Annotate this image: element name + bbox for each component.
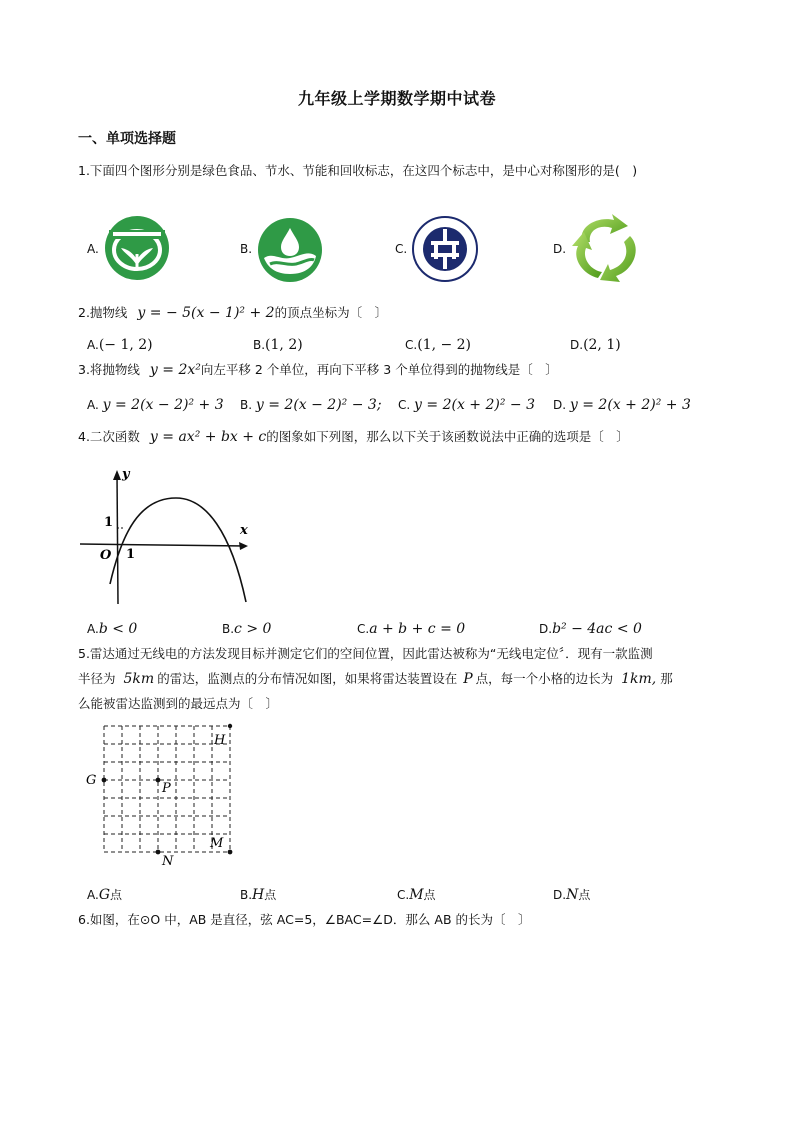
x-tick-label: 1 — [126, 547, 136, 562]
origin-label: O — [100, 548, 112, 563]
label-m: M — [210, 836, 224, 851]
q1-option-b-label: B. — [240, 242, 253, 256]
q2-prefix: 2.抛物线 — [78, 305, 128, 320]
q1-option-a-label: A. — [87, 242, 99, 256]
point-n-dot — [156, 850, 161, 855]
q2-option-b[interactable]: B.(1, 2) — [253, 337, 303, 353]
q4-parabola-graph — [76, 462, 256, 610]
question-5-line-1: 5.雷达通过无线电的方法发现目标并测定它们的空间位置，因此雷达被称为“无线电定位〞．现有一款监测 — [78, 646, 653, 661]
q5-option-b[interactable]: B.H点 — [240, 887, 277, 903]
label-n: N — [162, 854, 174, 869]
q2-formula: y = − 5(x − 1)² + 2 — [137, 305, 275, 321]
q4-option-b[interactable]: B.c > 0 — [222, 621, 272, 637]
q5-option-a[interactable]: A.G点 — [87, 887, 123, 903]
water-saving-logo-icon — [256, 216, 324, 284]
q3-formula: y = 2x² — [149, 362, 201, 378]
q3-option-a[interactable]: A. y = 2(x − 2)² + 3 — [87, 397, 224, 413]
question-1: 1.下面四个图形分别是绿色食品、节水、节能和回收标志，在这四个标志中，是中心对称图形的是( ) — [78, 163, 638, 178]
q5-radar-grid — [82, 716, 258, 876]
x-axis-arrow — [239, 542, 248, 550]
x-axis — [80, 544, 246, 546]
q2-option-d[interactable]: D.(2, 1) — [570, 337, 621, 353]
q4-option-c[interactable]: C.a + b + c = 0 — [357, 621, 466, 637]
q3-option-c[interactable]: C. y = 2(x + 2)² − 3 — [398, 397, 535, 413]
question-2 — [78, 304, 387, 322]
q4-suffix: 的图象如下列图，那么以下关于该函数说法中正确的选项是〔 〕 — [266, 429, 629, 444]
q2-suffix: 的顶点坐标为〔 〕 — [274, 305, 388, 320]
x-axis-label: x — [240, 523, 248, 538]
q3-prefix: 3.将抛物线 — [78, 362, 140, 377]
q4-formula: y = ax² + bx + c — [149, 429, 267, 445]
question-4 — [78, 428, 629, 446]
question-5-line-3: 么能被雷达监测到的最远点为〔 〕 — [78, 696, 279, 711]
recycle-arrows-icon — [568, 212, 644, 286]
energy-saving-logo-icon — [411, 215, 479, 283]
grid-top-right-dot — [228, 724, 232, 728]
q1-option-c-label: C. — [395, 242, 408, 256]
point-p-dot — [156, 778, 161, 783]
q1-option-d-label: D. — [553, 242, 567, 256]
y-axis — [117, 474, 118, 604]
question-5-line-2: 半径为 5km 的雷达，监测点的分布情况如图，如果将雷达装置设在 P 点，每一个小格的边长为 1km, 那 — [78, 671, 673, 687]
label-g: G — [86, 773, 97, 788]
q4-option-d[interactable]: D.b² − 4ac < 0 — [539, 621, 642, 637]
y-axis-arrow — [113, 470, 121, 480]
page-title: 九年级上学期数学期中试卷 — [297, 89, 496, 108]
point-m-dot — [228, 850, 233, 855]
green-food-logo-icon — [103, 214, 171, 282]
q3-option-b[interactable]: B. y = 2(x − 2)² − 3; — [240, 397, 382, 413]
question-3 — [78, 361, 558, 379]
section-title: 一、单项选择题 — [78, 131, 176, 147]
label-h: H — [214, 733, 226, 748]
q2-option-a[interactable]: A.(− 1, 2) — [87, 337, 153, 353]
q5-option-c[interactable]: C.M点 — [397, 887, 436, 903]
q4-option-a[interactable]: A.b < 0 — [87, 621, 138, 637]
y-axis-label: y — [122, 467, 130, 482]
q3-option-d[interactable]: D. y = 2(x + 2)² + 3 — [553, 397, 691, 413]
y-tick-label: 1 — [104, 515, 114, 530]
q3-suffix: 向左平移 2 个单位，再向下平移 3 个单位得到的抛物线是〔 〕 — [200, 362, 558, 377]
question-6: 6.如图，在⊙O 中，AB 是直径，弦 AC=5，∠BAC=∠D．那么 AB 的长为〔 〕 — [78, 912, 531, 927]
label-p: P — [162, 781, 171, 796]
q2-option-c[interactable]: C.(1, − 2) — [405, 337, 472, 353]
point-g-dot — [102, 778, 107, 783]
q4-prefix: 4.二次函数 — [78, 429, 140, 444]
q5-option-d[interactable]: D.N点 — [553, 887, 591, 903]
